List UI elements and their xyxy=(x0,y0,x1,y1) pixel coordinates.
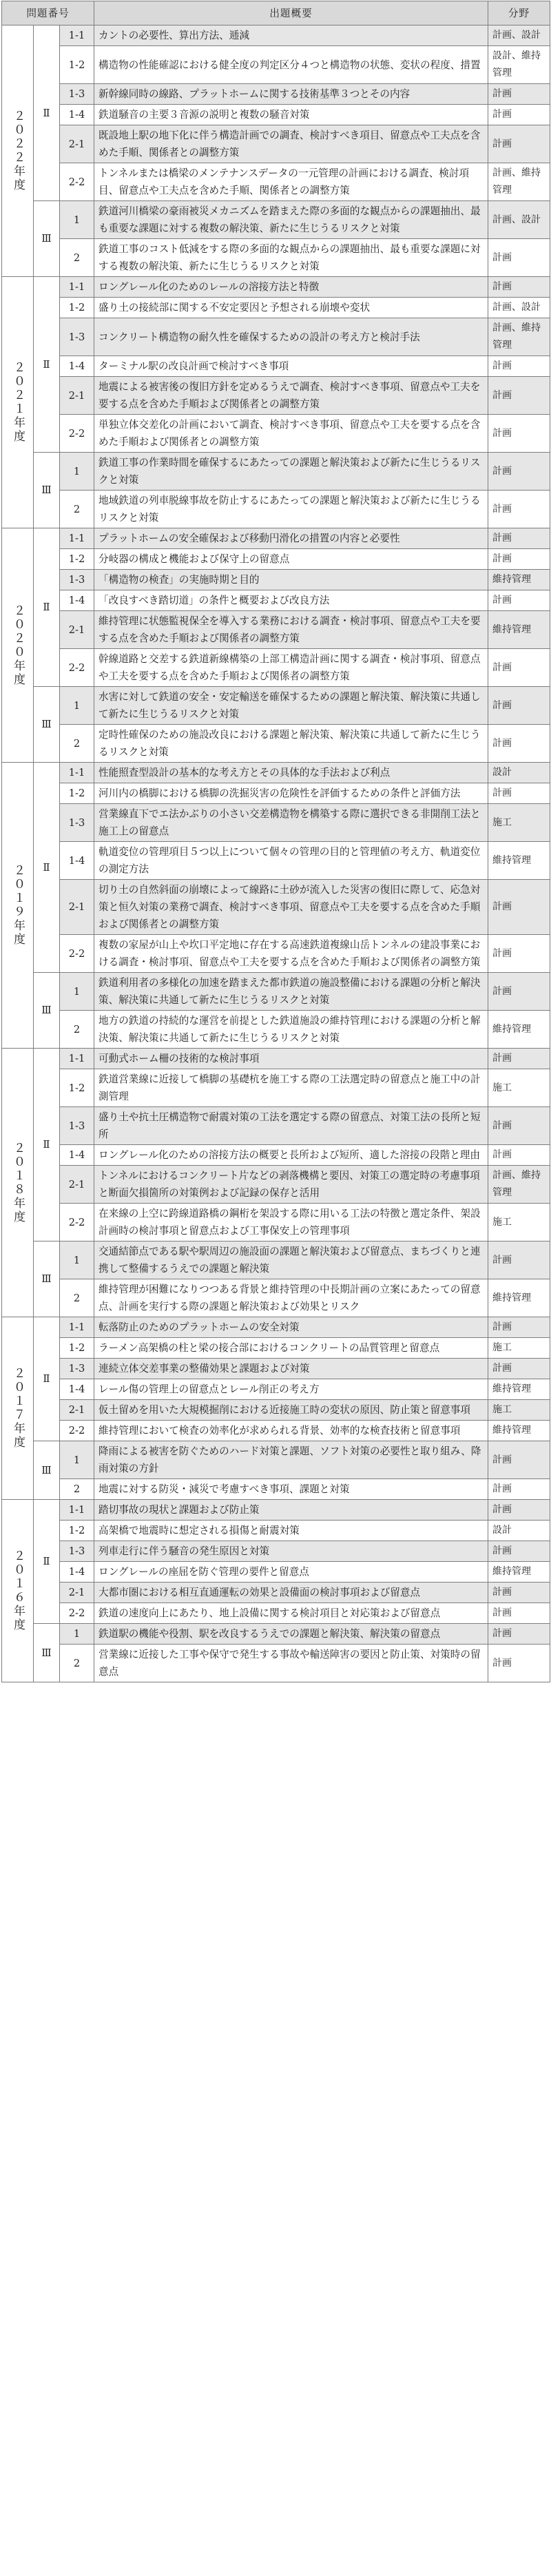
problem-summary: 河川内の橋脚における橋脚の洗掘災害の危険性を評価するための条件と評価方法 xyxy=(94,783,488,804)
problem-field: 計画、設計 xyxy=(488,201,550,239)
problem-summary: 軌道変位の管理項目５つ以上について個々の管理の目的と管理値の考え方、軌道変位の測定方法 xyxy=(94,842,488,880)
table-row xyxy=(2,84,550,105)
problem-number: 2 xyxy=(60,725,94,763)
problem-summary: 盛り土の接続部に関する不安定要因と予想される崩壊や変状 xyxy=(94,298,488,318)
problem-number: 2 xyxy=(60,1645,94,1682)
problem-number: 1-2 xyxy=(60,1338,94,1359)
problem-number: 2 xyxy=(60,1479,94,1500)
table-row xyxy=(2,277,550,298)
table-row xyxy=(2,453,550,491)
problem-number: 1 xyxy=(60,687,94,725)
table-row xyxy=(2,1441,550,1479)
problem-field: 計画、設計 xyxy=(488,298,550,318)
table-row xyxy=(2,804,550,842)
table-row xyxy=(2,356,550,377)
problem-summary: 大都市圏における相互直通運転の効果と設備面の検討事項および留意点 xyxy=(94,1583,488,1603)
problem-summary: 地震に対する防災・減災で考慮すべき事項、課題と対策 xyxy=(94,1479,488,1500)
problem-summary: 分岐器の構成と機能および保守上の留意点 xyxy=(94,549,488,570)
problem-number: 1-4 xyxy=(60,842,94,880)
problem-number: 1-3 xyxy=(60,1359,94,1379)
problem-field: 計画 xyxy=(488,590,550,611)
table-row xyxy=(2,239,550,277)
problem-number: 2 xyxy=(60,239,94,277)
problem-field: 計画 xyxy=(488,239,550,277)
problem-summary: 盛り土や抗土圧構造物で耐震対策の工法を選定する際の留意点、対策工法の長所と短所 xyxy=(94,1107,488,1145)
problem-field: 計画 xyxy=(488,783,550,804)
problem-summary: 鉄道利用者の多様化の加速を踏まえた都市鉄道の施設整備における課題の分析と解決策、解決策に共通して新たに生じうるリスクと対策 xyxy=(94,973,488,1011)
problem-summary: トンネルまたは橋梁のメンテナンスデータの一元管理の計画における調査、検討項目、留意点や工夫点を含めた手順、関係者との調整方策 xyxy=(94,163,488,201)
problem-number: 2-2 xyxy=(60,1421,94,1441)
table-row xyxy=(2,783,550,804)
problem-number: 1-4 xyxy=(60,1145,94,1166)
problem-field: 計画 xyxy=(488,1359,550,1379)
problem-field: 計画、維持管理 xyxy=(488,163,550,201)
table-row xyxy=(2,1645,550,1682)
section-label: Ⅲ xyxy=(34,973,60,1049)
problem-field: 計画 xyxy=(488,1541,550,1562)
problem-number: 2 xyxy=(60,491,94,528)
table-row xyxy=(2,880,550,935)
section-label: Ⅲ xyxy=(34,687,60,763)
section-label: Ⅲ xyxy=(34,1624,60,1682)
problem-field: 計画 xyxy=(488,1624,550,1645)
table-row xyxy=(2,105,550,125)
problem-field: 施工 xyxy=(488,1400,550,1421)
table-row xyxy=(2,491,550,528)
problem-summary: 営業線に近接した工事や保守で発生する事故や輸送障害の要因と防止策、対策時の留意点 xyxy=(94,1645,488,1682)
problem-field: 維持管理 xyxy=(488,1562,550,1583)
problem-field: 維持管理 xyxy=(488,611,550,649)
table-row xyxy=(2,163,550,201)
section-label: Ⅱ xyxy=(34,277,60,453)
problem-field: 施工 xyxy=(488,1069,550,1107)
problem-number: 1-3 xyxy=(60,84,94,105)
section-label: Ⅱ xyxy=(34,25,60,201)
section-label: Ⅱ xyxy=(34,1500,60,1624)
table-row xyxy=(2,1624,550,1645)
table-row xyxy=(2,1521,550,1541)
table-row xyxy=(2,125,550,163)
problem-summary: 複数の家屋が山上や坎口平定地に存在する高速鉄道複線山岳トンネルの建設事業における調査・検討事項、留意点や工夫を要する点を含めた手順および関係者の調整方策 xyxy=(94,935,488,973)
problem-summary: レール傷の管理上の留意点とレール削正の考え方 xyxy=(94,1379,488,1400)
problem-number: 2-2 xyxy=(60,649,94,687)
problem-number: 1-2 xyxy=(60,1521,94,1541)
problem-number: 1-4 xyxy=(60,590,94,611)
problem-field: 計画 xyxy=(488,1317,550,1338)
table-row xyxy=(2,590,550,611)
problem-field: 計画 xyxy=(488,1645,550,1682)
problem-summary: 構造物の性能確認における健全度の判定区分４つと構造物の状態、変状の程度、措置 xyxy=(94,46,488,84)
problem-field: 計画、維持管理 xyxy=(488,1166,550,1204)
problem-number: 1 xyxy=(60,973,94,1011)
year-label: ２０１９年度 xyxy=(2,763,34,1049)
problem-summary: 単独立体交差化の計画において調査、検討すべき事項、留意点や工夫を要する点を含めた手順および関係者との調整方策 xyxy=(94,415,488,453)
section-label: Ⅱ xyxy=(34,1049,60,1241)
problem-summary: 地域鉄道の列車脱線事故を防止するにあたっての課題と解決策および新たに生じうるリスクと対策 xyxy=(94,491,488,528)
table-row xyxy=(2,570,550,590)
problem-field: 計画 xyxy=(488,377,550,415)
table-row xyxy=(2,1107,550,1145)
problem-field: 維持管理 xyxy=(488,1379,550,1400)
section-label: Ⅲ xyxy=(34,1241,60,1317)
table-row xyxy=(2,1069,550,1107)
problem-field: 計画 xyxy=(488,1500,550,1521)
table-row xyxy=(2,687,550,725)
problem-summary: 定時性確保のための施設改良における課題と解決策、解決策に共通して新たに生じうるリスクと対策 xyxy=(94,725,488,763)
problem-summary: 地震による被害後の復旧方針を定めるうえで調査、検討すべき事項、留意点や工夫を要する点を含めた手順および関係者との調整方策 xyxy=(94,377,488,415)
problem-summary: 踏切事故の現状と課題および防止策 xyxy=(94,1500,488,1521)
problem-summary: 鉄道工事の作業時間を確保するにあたっての課題と解決策および新たに生じうるリスクと対策 xyxy=(94,453,488,491)
problem-number: 2-1 xyxy=(60,377,94,415)
table-row xyxy=(2,298,550,318)
problem-summary: 新幹線同時の線路、プラットホームに関する技術基準３つとその内容 xyxy=(94,84,488,105)
table-row xyxy=(2,725,550,763)
problem-summary: 性能照査型設計の基本的な考え方とその具体的な手法および利点 xyxy=(94,763,488,783)
year-label: ２０１７年度 xyxy=(2,1317,34,1500)
problem-field: 計画 xyxy=(488,1145,550,1166)
exam-table xyxy=(1,1,550,1682)
table-row xyxy=(2,377,550,415)
problem-field: 計画 xyxy=(488,125,550,163)
table-row xyxy=(2,973,550,1011)
problem-field: 計画 xyxy=(488,725,550,763)
problem-number: 1 xyxy=(60,1441,94,1479)
problem-number: 2-2 xyxy=(60,935,94,973)
problem-field: 計画 xyxy=(488,687,550,725)
problem-summary: 水害に対して鉄道の安全・安定輸送を確保するための課題と解決策、解決策に共通して新たに生じうるリスクと対策 xyxy=(94,687,488,725)
problem-number: 2-2 xyxy=(60,163,94,201)
table-row xyxy=(2,46,550,84)
problem-number: 1-3 xyxy=(60,570,94,590)
header-problem-no: 問題番号 xyxy=(2,1,94,25)
problem-summary: 「改良すべき踏切道」の条件と概要および改良方法 xyxy=(94,590,488,611)
problem-field: 維持管理 xyxy=(488,570,550,590)
problem-field: 計画 xyxy=(488,491,550,528)
table-row xyxy=(2,1011,550,1049)
problem-field: 計画 xyxy=(488,1583,550,1603)
problem-field: 施工 xyxy=(488,1338,550,1359)
year-label: ２０１８年度 xyxy=(2,1049,34,1317)
problem-summary: 鉄道営業線に近接して橋脚の基礎杭を施工する際の工法選定時の留意点と施工中の計測管理 xyxy=(94,1069,488,1107)
problem-summary: 鉄道河川橋梁の豪雨被災メカニズムを踏まえた際の多面的な観点からの課題抽出、最も重要な課題に対する複数の解決策、新たに生じうるリスクと対策 xyxy=(94,201,488,239)
problem-number: 2-2 xyxy=(60,415,94,453)
table-row xyxy=(2,1338,550,1359)
problem-summary: 交通結節点である駅や駅周辺の施設面の課題と解決策および留意点、まちづくりと連携して整備するうえでの課題と解決策 xyxy=(94,1241,488,1279)
problem-number: 2-1 xyxy=(60,125,94,163)
problem-summary: 維持管理が困難になりつつある背景と維持管理の中長期計画の立案にあたっての留意点、計画を実行する際の課題と解決策および効果とリスク xyxy=(94,1279,488,1317)
problem-field: 維持管理 xyxy=(488,1011,550,1049)
table-row xyxy=(2,1241,550,1279)
problem-summary: 切り土の自然斜面の崩壊によって線路に土砂が流入した災害の復旧に際して、応急対策と恒久対策の業務で調査、検討すべき事項、留意点や工夫を要する点を含めた手順および関係者との調整方策 xyxy=(94,880,488,935)
table-row xyxy=(2,1145,550,1166)
problem-field: 維持管理 xyxy=(488,1421,550,1441)
problem-number: 1-2 xyxy=(60,1069,94,1107)
table-row xyxy=(2,1166,550,1204)
problem-number: 1-4 xyxy=(60,105,94,125)
table-row xyxy=(2,1379,550,1400)
problem-number: 1-3 xyxy=(60,1107,94,1145)
header-summary: 出題概要 xyxy=(94,1,488,25)
problem-number: 2-1 xyxy=(60,611,94,649)
problem-field: 計画 xyxy=(488,549,550,570)
problem-field: 維持管理 xyxy=(488,1279,550,1317)
problem-summary: 幹線道路と交差する鉄道新線構築の上部工構造計画に関する調査・検討事項、留意点や工夫を要する点を含めた手順および関係者の調整方策 xyxy=(94,649,488,687)
problem-summary: 仮土留めを用いた大規模掘削における近接施工時の変状の原因、防止策と留意事項 xyxy=(94,1400,488,1421)
problem-field: 計画 xyxy=(488,1603,550,1624)
table-row xyxy=(2,935,550,973)
problem-summary: 転落防止のためのプラットホームの安全対策 xyxy=(94,1317,488,1338)
problem-field: 計画 xyxy=(488,1107,550,1145)
table-row xyxy=(2,611,550,649)
table-row xyxy=(2,1317,550,1338)
problem-number: 2 xyxy=(60,1279,94,1317)
problem-number: 1-3 xyxy=(60,318,94,356)
year-label: ２０２２年度 xyxy=(2,25,34,277)
problem-summary: 「構造物の検査」の実施時期と目的 xyxy=(94,570,488,590)
problem-summary: ターミナル駅の改良計画で検討すべき事項 xyxy=(94,356,488,377)
problem-number: 1-2 xyxy=(60,46,94,84)
table-row xyxy=(2,649,550,687)
problem-number: 1 xyxy=(60,453,94,491)
table-row xyxy=(2,842,550,880)
table-row xyxy=(2,763,550,783)
problem-summary: トンネルにおけるコンクリート片などの剥落機構と要因、対策工の選定時の考慮事項と断面欠損箇所の対策例および記録の保存と活用 xyxy=(94,1166,488,1204)
problem-summary: 降雨による被害を防ぐためのハード対策と課題、ソフト対策の必要性と取り組み、降雨対策の方針 xyxy=(94,1441,488,1479)
problem-field: 計画 xyxy=(488,1479,550,1500)
problem-field: 計画 xyxy=(488,356,550,377)
problem-summary: 地方の鉄道の持続的な運営を前提とした鉄道施設の維持管理における課題の分析と解決策、解決策に共通して新たに生じうるリスクと対策 xyxy=(94,1011,488,1049)
problem-field: 計画 xyxy=(488,880,550,935)
problem-summary: ロングレール化のためのレールの溶接方法と特徴 xyxy=(94,277,488,298)
problem-summary: ロングレールの座屈を防ぐ管理の要件と留意点 xyxy=(94,1562,488,1583)
problem-number: 1-1 xyxy=(60,528,94,549)
problem-number: 1-1 xyxy=(60,1049,94,1069)
table-row xyxy=(2,1400,550,1421)
problem-summary: プラットホームの安全確保および移動円滑化の措置の内容と必要性 xyxy=(94,528,488,549)
problem-number: 2-1 xyxy=(60,880,94,935)
problem-number: 1-1 xyxy=(60,277,94,298)
section-label: Ⅱ xyxy=(34,528,60,687)
problem-number: 2-1 xyxy=(60,1583,94,1603)
problem-summary: 既設地上駅の地下化に伴う構造計画での調査、検討すべき項目、留意点や工夫点を含めた手順、関係者との調整方策 xyxy=(94,125,488,163)
table-row xyxy=(2,201,550,239)
problem-field: 施工 xyxy=(488,804,550,842)
problem-number: 1-1 xyxy=(60,763,94,783)
problem-field: 計画 xyxy=(488,1241,550,1279)
year-label: ２０２０年度 xyxy=(2,528,34,763)
problem-number: 2-1 xyxy=(60,1400,94,1421)
section-label: Ⅱ xyxy=(34,1317,60,1441)
problem-number: 1-4 xyxy=(60,1379,94,1400)
problem-summary: 在来線の上空に跨線道路橋の鋼桁を架設する際に用いる工法の特徴と選定条件、架設計画時の検討事項と留意点および工事保安上の管理事項 xyxy=(94,1204,488,1241)
problem-number: 1-4 xyxy=(60,356,94,377)
problem-number: 2 xyxy=(60,1011,94,1049)
problem-number: 1-4 xyxy=(60,1562,94,1583)
problem-number: 1 xyxy=(60,201,94,239)
problem-summary: 営業線直下でエ法かぶりの小さい交差構造物を構築する際に選択できる非開削工法と施工上の留意点 xyxy=(94,804,488,842)
year-label: ２０２１年度 xyxy=(2,277,34,528)
problem-number: 1-2 xyxy=(60,298,94,318)
problem-field: 設計、維持管理 xyxy=(488,46,550,84)
section-label: Ⅲ xyxy=(34,1441,60,1500)
problem-number: 2-2 xyxy=(60,1603,94,1624)
problem-field: 計画 xyxy=(488,105,550,125)
problem-field: 施工 xyxy=(488,1204,550,1241)
problem-summary: 可動式ホーム柵の技術的な検討事項 xyxy=(94,1049,488,1069)
header-field: 分野 xyxy=(488,1,550,25)
table-row xyxy=(2,415,550,453)
problem-field: 設計 xyxy=(488,763,550,783)
problem-summary: カントの必要性、算出方法、逓減 xyxy=(94,25,488,46)
table-row xyxy=(2,1359,550,1379)
problem-number: 1-3 xyxy=(60,1541,94,1562)
problem-summary: 高架橋で地震時に想定される損傷と耐震対策 xyxy=(94,1521,488,1541)
problem-field: 計画 xyxy=(488,415,550,453)
problem-field: 計画 xyxy=(488,1441,550,1479)
problem-summary: 鉄道工事のコスト低減をする際の多面的な観点からの課題抽出、最も重要な課題に対する複数の解決策、新たに生じうるリスクと対策 xyxy=(94,239,488,277)
problem-number: 1-3 xyxy=(60,804,94,842)
problem-number: 1-1 xyxy=(60,1317,94,1338)
problem-summary: ロングレール化のための溶接方法の概要と長所および短所、適した溶接の段階と理由 xyxy=(94,1145,488,1166)
problem-summary: 鉄道騒音の主要３音源の説明と複数の騒音対策 xyxy=(94,105,488,125)
problem-summary: 維持管理において検査の効率化が求められる背景、効率的な検査技術と留意事項 xyxy=(94,1421,488,1441)
table-row xyxy=(2,528,550,549)
problem-summary: 列車走行に伴う騒音の発生原因と対策 xyxy=(94,1541,488,1562)
problem-number: 2-2 xyxy=(60,1204,94,1241)
problem-summary: ラーメン高架橋の柱と梁の接合部におけるコンクリートの品質管理と留意点 xyxy=(94,1338,488,1359)
table-row xyxy=(2,549,550,570)
problem-number: 1-1 xyxy=(60,25,94,46)
table-body xyxy=(2,25,550,1682)
problem-field: 計画 xyxy=(488,277,550,298)
problem-field: 計画 xyxy=(488,1049,550,1069)
table-row xyxy=(2,1479,550,1500)
table-row xyxy=(2,1500,550,1521)
problem-number: 1-2 xyxy=(60,783,94,804)
section-label: Ⅱ xyxy=(34,763,60,973)
problem-field: 計画、設計 xyxy=(488,25,550,46)
problem-field: 計画 xyxy=(488,84,550,105)
problem-field: 計画 xyxy=(488,528,550,549)
table-row xyxy=(2,1562,550,1583)
section-label: Ⅲ xyxy=(34,453,60,528)
problem-field: 計画 xyxy=(488,973,550,1011)
problem-field: 設計 xyxy=(488,1521,550,1541)
problem-number: 1 xyxy=(60,1624,94,1645)
table-row xyxy=(2,1049,550,1069)
problem-field: 維持管理 xyxy=(488,842,550,880)
problem-summary: 鉄道の速度向上にあたり、地上設備に関する検討項目と対応策および留意点 xyxy=(94,1603,488,1624)
problem-summary: コンクリート構造物の耐久性を確保するための設計の考え方と検討手法 xyxy=(94,318,488,356)
table-row xyxy=(2,1421,550,1441)
table-row xyxy=(2,318,550,356)
problem-field: 計画 xyxy=(488,935,550,973)
table-row xyxy=(2,1603,550,1624)
table-header xyxy=(2,1,550,25)
table-row xyxy=(2,1583,550,1603)
problem-field: 計画 xyxy=(488,453,550,491)
problem-summary: 連続立体交差事業の整備効果と課題および対策 xyxy=(94,1359,488,1379)
table-row xyxy=(2,1204,550,1241)
table-row xyxy=(2,1279,550,1317)
problem-summary: 鉄道駅の機能や役割、駅を改良するうえでの課題と解決策、解決策の留意点 xyxy=(94,1624,488,1645)
problem-summary: 維持管理に状態監視保全を導入する業務における調査・検討事項、留意点や工夫を要する点を含めた手順および関係者の調整方策 xyxy=(94,611,488,649)
problem-field: 計画 xyxy=(488,649,550,687)
problem-number: 1-2 xyxy=(60,549,94,570)
table-row xyxy=(2,25,550,46)
year-label: ２０１６年度 xyxy=(2,1500,34,1682)
problem-number: 1 xyxy=(60,1241,94,1279)
problem-number: 2-1 xyxy=(60,1166,94,1204)
table-row xyxy=(2,1541,550,1562)
section-label: Ⅲ xyxy=(34,201,60,277)
problem-number: 1-1 xyxy=(60,1500,94,1521)
problem-field: 計画、維持管理 xyxy=(488,318,550,356)
